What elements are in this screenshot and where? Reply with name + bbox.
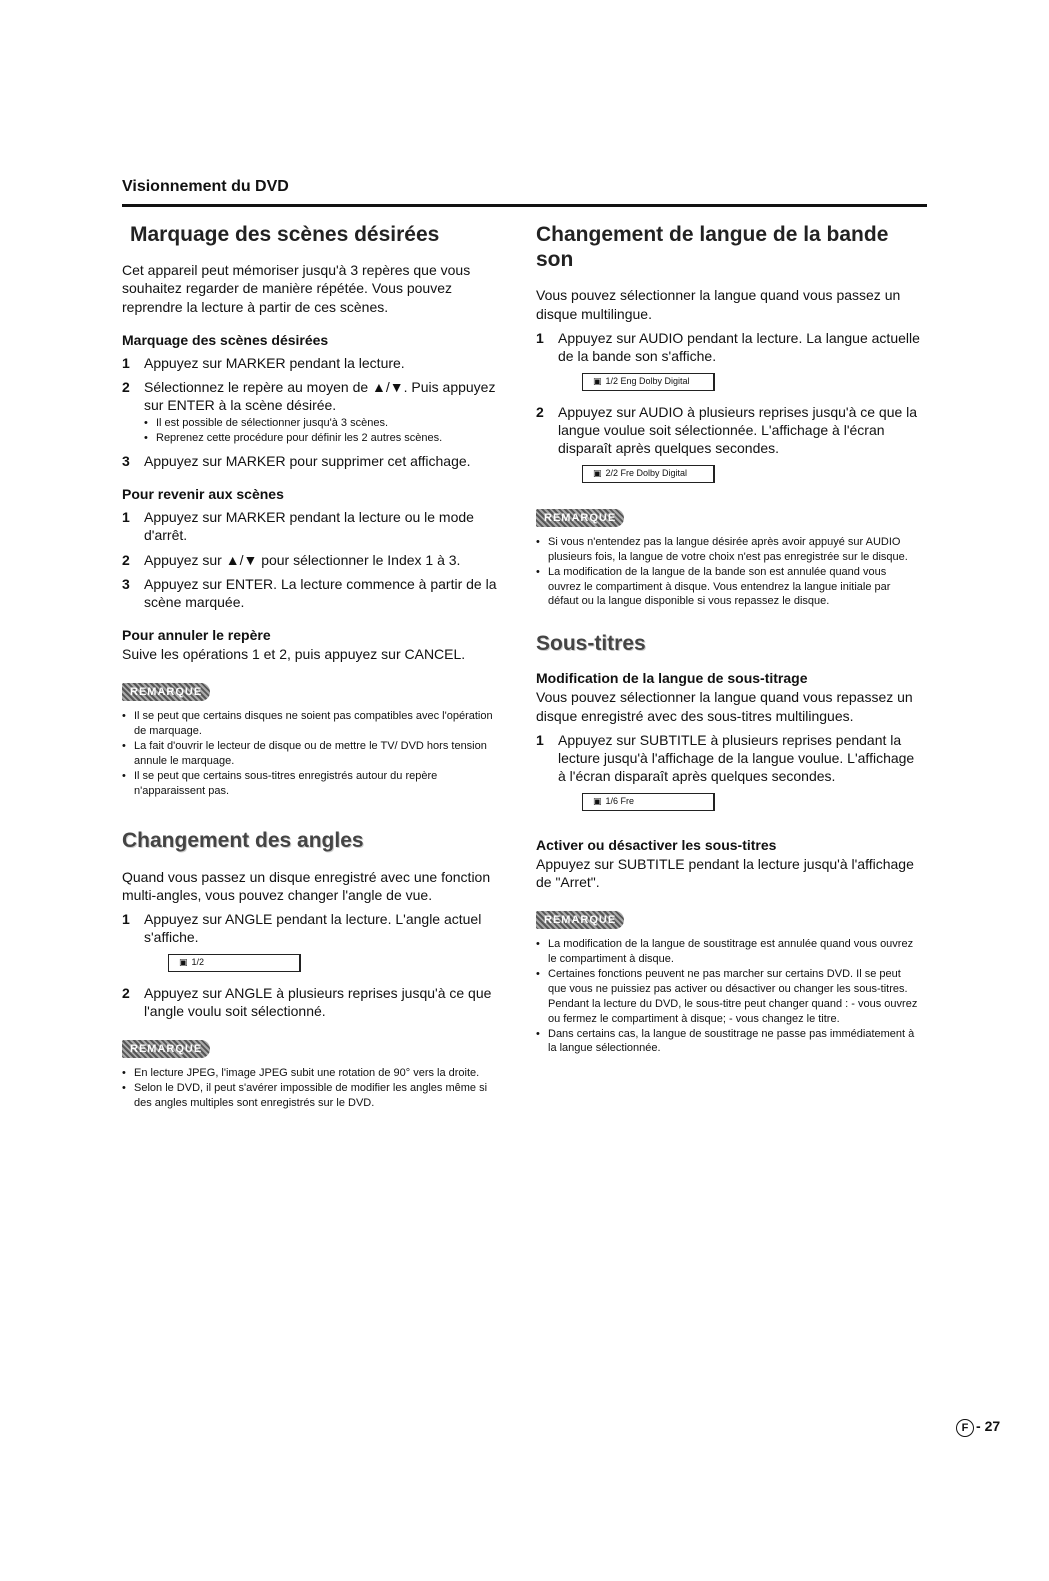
note-item: • En lecture JPEG, l'image JPEG subit une rotation de 90° vers la droite. [122, 1066, 507, 1081]
subtitles-sub2-title: Activer ou désactiver les sous-titres [536, 837, 777, 854]
markers-intro: Cet appareil peut mémoriser jusqu'à 3 repères que vous souhaitez regarder de manière répétée. Vous pouvez reprendre la lecture à partir de ces scènes. [122, 262, 471, 315]
subtitles-sub2-text: Appuyez sur SUBTITLE pendant la lecture jusqu'à l'affichage de "Arret". [536, 856, 914, 891]
osd-display: ▣ 1/6 Fre [582, 793, 715, 811]
section-title-subtitles: Sous-titres [536, 632, 646, 656]
step [122, 551, 507, 569]
step-text: Sélectionnez le repère au moyen de ▲/▼. Puis appuyez sur ENTER à la scène désirée. [144, 378, 496, 414]
markers-sub3-text: Suive les opérations 1 et 2, puis appuyez sur CANCEL. [122, 646, 466, 663]
angle-icon: ▣ [179, 957, 188, 968]
note-badge: REMARQUE [122, 1040, 210, 1058]
note-list [536, 535, 921, 609]
step-number: 1 [536, 731, 544, 748]
step-text: Appuyez sur ENTER. La lecture commence à partir de la scène marquée. [144, 575, 497, 610]
step-number: 2 [536, 403, 544, 420]
note-badge: REMARQUE [122, 683, 210, 701]
step-text: Appuyez sur MARKER pendant la lecture. [144, 354, 405, 371]
step-text: Appuyez sur MARKER pour supprimer cet affichage. [144, 453, 471, 469]
step [122, 575, 507, 611]
audio-icon: ▣ [593, 376, 602, 387]
page-header: Visionnement du DVD [122, 178, 289, 195]
section-title-audio: Changement de langue de la bande son [536, 223, 889, 272]
region-f-icon: F [956, 1419, 974, 1437]
note-badge: REMARQUE [536, 911, 624, 929]
step [122, 984, 507, 1020]
subtitles-sub1-intro: Vous pouvez sélectionner la langue quand vous repassez un disque enregistré avec des sous-titres multilingues. [536, 689, 913, 724]
step [122, 378, 507, 446]
note-item: • La modification de la langue de la bande son est annulée quand vous ouvrez le compartiment à disque. Vous entendrez la langue initiale par défaut ou la langue disponible si vous repassez le disque. [536, 565, 921, 610]
note-item: • La modification de la langue de soustitrage est annulée quand vous ouvrez le compartiment à disque. [536, 937, 921, 967]
note-item: • Selon le DVD, il peut s'avérer impossible de modifier les angles même si des angles multiples sont enregistrés sur le DVD. [122, 1081, 507, 1111]
step [122, 910, 507, 978]
step-number: 2 [122, 378, 130, 395]
subtitles-sub1-title: Modification de la langue de sous-titrage [536, 670, 808, 687]
osd-display: ▣ 2/2 Fre Dolby Digital [582, 465, 715, 483]
audio-icon: ▣ [593, 468, 602, 479]
step-number: 1 [122, 910, 130, 927]
note-list [122, 1066, 507, 1111]
step [536, 731, 921, 817]
note-badge: REMARQUE [536, 509, 624, 527]
step-number: 2 [122, 985, 130, 1001]
markers-sub2-title: Pour revenir aux scènes [122, 486, 284, 503]
step [122, 508, 507, 544]
note-item: • Il se peut que certains sous-titres enregistrés autour du repère n'apparaissent pas. [122, 769, 507, 799]
section-title-angles: Changement des angles [122, 829, 364, 853]
step [536, 329, 921, 397]
subtitle-icon: ▣ [593, 796, 602, 807]
step-number: 1 [122, 354, 130, 371]
step-number: 3 [122, 575, 130, 592]
osd-display: ▣ 1/2 [168, 954, 301, 972]
step-text: Appuyez sur ANGLE à plusieurs reprises jusqu'à ce que l'angle voulu soit sélectionné. [144, 985, 492, 1020]
step-bullet: • Reprenez cette procédure pour définir les 2 autres scènes. [144, 431, 507, 446]
markers-sub3-title: Pour annuler le repère [122, 627, 271, 644]
section-title-markers: Marquage des scènes désirées [130, 223, 440, 246]
osd-display: ▣ 1/2 Eng Dolby Digital [582, 373, 715, 391]
note-item: • Il se peut que certains disques ne soient pas compatibles avec l'opération de marquage. [122, 709, 507, 739]
step-number: 1 [122, 509, 130, 526]
step-number: 2 [122, 551, 130, 568]
step-text: Appuyez sur AUDIO à plusieurs reprises jusqu'à ce que la langue voulue soit sélectionnée. L'affichage à l'écran disparaît après quelques secondes. [558, 403, 918, 457]
note-item: • Si vous n'entendez pas la langue désirée après avoir appuyé sur AUDIO plusieurs fois, la langue de votre choix n'est pas enregistrée sur le disque. [536, 535, 921, 565]
step-text: Appuyez sur MARKER pendant la lecture ou le mode d'arrêt. [144, 509, 474, 544]
step-text: Appuyez sur ▲/▼ pour sélectionner le Index 1 à 3. [144, 551, 461, 568]
note-item: • La fait d'ouvrir le lecteur de disque ou de mettre le TV/ DVD hors tension annule le marquage. [122, 739, 507, 769]
header-rule [122, 204, 927, 207]
step [536, 403, 921, 489]
step-text: Appuyez sur SUBTITLE à plusieurs reprises pendant la lecture jusqu'à l'affichage de la langue voulue. L'affichage à l'écran disparaît après quelques secondes. [558, 731, 915, 785]
step-number: 1 [536, 329, 544, 346]
step [122, 452, 507, 470]
note-item: • Dans certains cas, la langue de soustitrage ne passe pas immédiatement à la langue sélectionnée. [536, 1027, 921, 1057]
step-text: Appuyez sur AUDIO pendant la lecture. La langue actuelle de la bande son s'affiche. [558, 329, 920, 364]
left-column [122, 222, 507, 1111]
step-number: 3 [122, 453, 130, 469]
right-column [536, 222, 921, 1056]
note-list [536, 937, 921, 1056]
step [122, 354, 507, 372]
audio-intro: Vous pouvez sélectionner la langue quand vous passez un disque multilingue. [536, 287, 901, 322]
step-bullet: • Il est possible de sélectionner jusqu'à 3 scènes. [144, 416, 507, 431]
markers-sub1-title: Marquage des scènes désirées [122, 331, 329, 348]
note-item: • Certaines fonctions peuvent ne pas marcher sur certains DVD. Il se peut que vous ne puissiez pas activer ou désactiver ou changer les sous-titres. Pendant la lecture du DVD, le sous-titre peut changer quand : - vous ouvrez ou fermez le compartiment à disque; - vous changez le titre. [536, 967, 921, 1026]
note-list [122, 709, 507, 798]
angles-intro: Quand vous passez un disque enregistré avec une fonction multi-angles, vous pouvez changer l'angle de vue. [122, 868, 491, 903]
step-text: Appuyez sur ANGLE pendant la lecture. L'angle actuel s'affiche. [144, 910, 482, 946]
page-number: F - 27 [956, 1418, 1000, 1437]
